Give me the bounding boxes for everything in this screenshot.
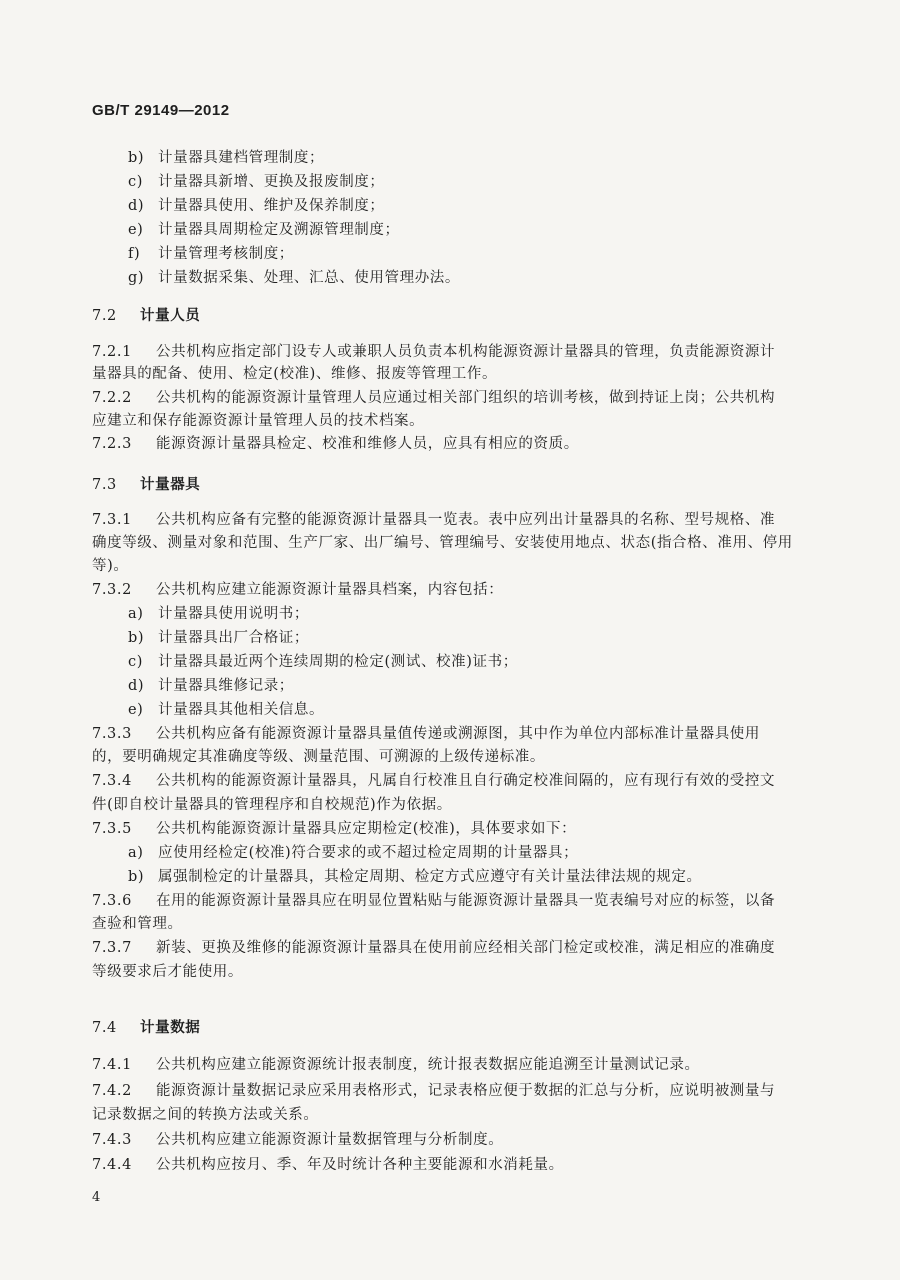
list-item: b) 属强制检定的计量器具，其检定周期、检定方式应遵守有关计量法律法规的规定。 — [128, 869, 702, 885]
clause-7-4-2-cont: 记录数据之间的转换方法或关系。 — [92, 1107, 319, 1123]
clause-7-3-6: 7.3.6 在用的能源资源计量器具应在明显位置粘贴与能源资源计量器具一览表编号对应的标签，以备 — [92, 893, 776, 909]
clause-7-3-4-cont: 件(即自校计量器具的管理程序和自校规范)作为依据。 — [92, 797, 452, 813]
list-item: g) 计量数据采集、处理、汇总、使用管理办法。 — [128, 270, 460, 286]
clause-7-3-6-cont: 查验和管理。 — [92, 916, 183, 932]
list-item: e) 计量器具其他相关信息。 — [128, 702, 325, 718]
list-item: d) 计量器具维修记录； — [128, 678, 294, 694]
list-item: d) 计量器具使用、维护及保养制度； — [128, 198, 385, 214]
clause-7-4-1: 7.4.1 公共机构应建立能源资源统计报表制度，统计报表数据应能追溯至计量测试记录。 — [92, 1057, 700, 1073]
standard-code-header: GB/T 29149—2012 — [92, 102, 230, 119]
clause-7-3-4: 7.3.4 公共机构的能源资源计量器具，凡属自行校准且自行确定校准间隔的，应有现行有效的受控文 — [92, 773, 776, 789]
list-item: c) 计量器具最近两个连续周期的检定(测试、校准)证书； — [128, 654, 518, 670]
section-heading-7-2: 7.2 计量人员 — [92, 307, 201, 324]
clause-7-3-7-cont: 等级要求后才能使用。 — [92, 964, 243, 980]
clause-7-2-2-cont: 应建立和保存能源资源计量管理人员的技术档案。 — [92, 413, 425, 429]
clause-7-3-1: 7.3.1 公共机构应备有完整的能源资源计量器具一览表。表中应列出计量器具的名称、型号规格、准 — [92, 512, 776, 528]
clause-7-3-3: 7.3.3 公共机构应备有能源资源计量器具量值传递或溯源图，其中作为单位内部标准计量器具使用 — [92, 726, 760, 742]
clause-7-3-3-cont: 的，要明确规定其准确度等级、测量范围、可溯源的上级传递标准。 — [92, 749, 545, 765]
clause-7-4-4: 7.4.4 公共机构应按月、季、年及时统计各种主要能源和水消耗量。 — [92, 1157, 564, 1173]
list-item: e) 计量器具周期检定及溯源管理制度； — [128, 222, 400, 238]
clause-7-3-1-cont2: 等)。 — [92, 558, 129, 574]
clause-7-4-2: 7.4.2 能源资源计量数据记录应采用表格形式，记录表格应便于数据的汇总与分析，应说明被测量与 — [92, 1083, 776, 1099]
page-number: 4 — [92, 1190, 101, 1205]
clause-7-3-1-cont: 确度等级、测量对象和范围、生产厂家、出厂编号、管理编号、安装使用地点、状态(指合格、准用、停用 — [92, 535, 793, 551]
clause-7-2-3: 7.2.3 能源资源计量器具检定、校准和维修人员，应具有相应的资质。 — [92, 436, 579, 452]
section-heading-7-3: 7.3 计量器具 — [92, 476, 201, 493]
list-item: b) 计量器具出厂合格证； — [128, 630, 309, 646]
list-item: a) 应使用经检定(校准)符合要求的或不超过检定周期的计量器具； — [128, 845, 579, 861]
clause-7-2-1-cont: 量器具的配备、使用、检定(校准)、维修、报废等管理工作。 — [92, 366, 498, 382]
list-item: f) 计量管理考核制度； — [128, 246, 294, 262]
clause-7-3-5: 7.3.5 公共机构能源资源计量器具应定期检定(校准)，具体要求如下： — [92, 821, 577, 837]
clause-7-3-7: 7.3.7 新装、更换及维修的能源资源计量器具在使用前应经相关部门检定或校准，满足相应的准确度 — [92, 940, 776, 956]
clause-7-2-1: 7.2.1 公共机构应指定部门设专人或兼职人员负责本机构能源资源计量器具的管理，负责能源资源计 — [92, 344, 776, 360]
clause-7-4-3: 7.4.3 公共机构应建立能源资源计量数据管理与分析制度。 — [92, 1132, 504, 1148]
list-item: b) 计量器具建档管理制度； — [128, 150, 325, 166]
clause-7-2-2: 7.2.2 公共机构的能源资源计量管理人员应通过相关部门组织的培训考核，做到持证上岗；公共机构 — [92, 390, 776, 406]
list-item: a) 计量器具使用说明书； — [128, 606, 309, 622]
clause-7-3-2: 7.3.2 公共机构应建立能源资源计量器具档案，内容包括： — [92, 582, 504, 598]
list-item: c) 计量器具新增、更换及报废制度； — [128, 174, 385, 190]
section-heading-7-4: 7.4 计量数据 — [92, 1019, 201, 1036]
